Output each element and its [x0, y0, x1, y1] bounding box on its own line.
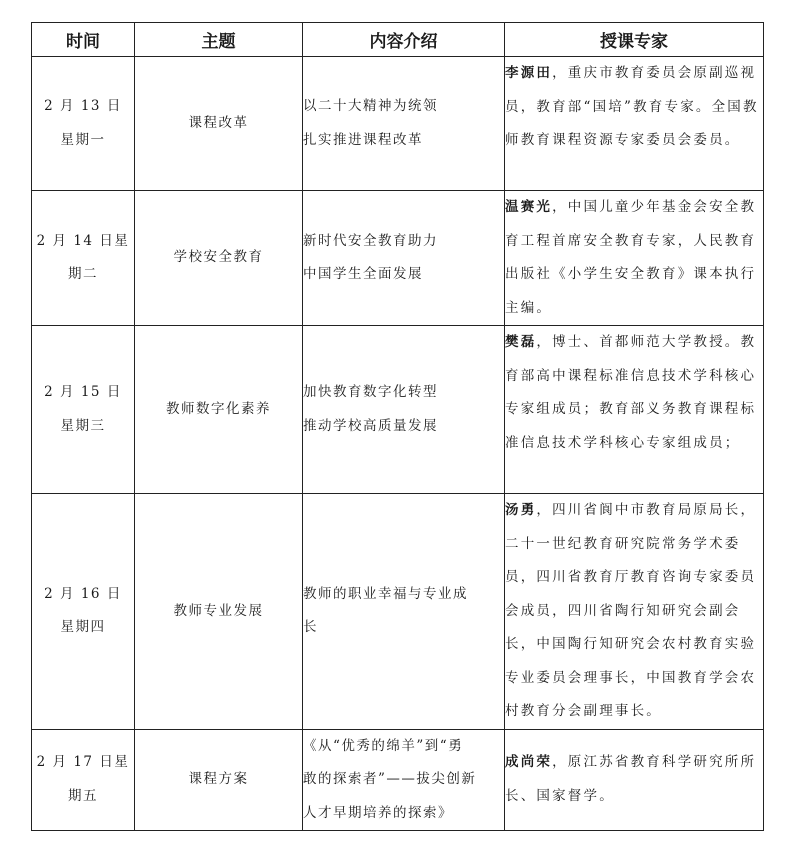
expert-cell — [505, 729, 764, 831]
weekday-text: 期二 — [68, 266, 98, 282]
content-cell — [303, 494, 505, 730]
content-line: 推动学校高质量发展 — [303, 417, 438, 434]
topic-cell: 教师数字化素养 — [135, 326, 303, 494]
content-line: 新时代安全教育助力 — [303, 232, 438, 249]
content-cell — [303, 326, 505, 494]
content-line: 人才早期培养的探索》 — [303, 804, 453, 821]
content-line: 中国学生全面发展 — [303, 266, 423, 282]
table-row — [32, 326, 764, 494]
content-line: 以二十大精神为统领 — [303, 98, 438, 114]
content-cell — [303, 729, 505, 831]
weekday-text: 星期四 — [60, 619, 106, 636]
date-cell — [32, 729, 135, 831]
content-line: 敢的探索者”——拔尖创新 — [303, 771, 477, 787]
topic-cell: 学校安全教育 — [135, 191, 303, 326]
expert-cell — [505, 191, 764, 326]
date-cell — [32, 494, 135, 730]
header-topic: 主题 — [135, 23, 303, 57]
expert-cell — [505, 57, 764, 191]
date-cell — [32, 57, 135, 191]
content-cell — [303, 191, 505, 326]
content-line: 长 — [303, 619, 318, 636]
header-expert: 授课专家 — [505, 23, 764, 57]
expert-description: ，四川省阆中市教育局原局长，二十一世纪教育研究院常务学术委员，四川省教育厅教育咨询专家委员会成员，四川省陶行知研究会副会长，中国陶行知研究会农村教育实验专业委员会理事长，中国教育学会农村教育分会副理事长。 — [505, 502, 757, 719]
header-content: 内容介绍 — [303, 23, 505, 57]
table-row — [32, 494, 764, 730]
expert-description: ，原江苏省教育科学研究所所长、国家督学。 — [505, 754, 757, 804]
expert-cell — [505, 326, 764, 494]
topic-cell: 教师专业发展 — [135, 494, 303, 730]
content-line: 加快教育数字化转型 — [303, 384, 438, 400]
expert-description: ，博士、首都师范大学教授。教育部高中课程标准信息技术学科核心专家组成员；教育部义务教育课程标准信息技术学科核心专家组成员； — [505, 334, 757, 451]
content-line: 教师的职业幸福与专业成 — [303, 585, 468, 602]
table-row — [32, 57, 764, 191]
weekday-text: 星期一 — [60, 131, 106, 148]
topic-cell: 课程方案 — [135, 729, 303, 831]
content-cell — [303, 57, 505, 191]
expert-cell — [505, 494, 764, 730]
header-time: 时间 — [32, 23, 135, 57]
expert-description: ，重庆市教育委员会原副巡视员，教育部“国培”教育专家。全国教师教育课程资源专家委员会委员。 — [505, 65, 759, 148]
table-row — [32, 191, 764, 326]
date-text: 2 月 17 日星 — [36, 754, 130, 771]
content-line: 扎实推进课程改革 — [303, 131, 423, 148]
expert-name: 成尚荣 — [505, 754, 553, 771]
expert-name: 樊磊 — [505, 334, 537, 350]
weekday-text: 期五 — [68, 787, 98, 804]
table-header-row — [32, 23, 764, 57]
expert-name: 温赛光 — [505, 199, 553, 215]
table-row — [32, 729, 764, 831]
expert-description: ，中国儿童少年基金会安全教育工程首席安全教育专家，人民教育出版社《小学生安全教育》课本执行主编。 — [505, 199, 757, 316]
content-line: 《从“优秀的绵羊”到“勇 — [303, 737, 464, 754]
expert-name: 李源田 — [505, 65, 553, 81]
topic-cell: 课程改革 — [135, 57, 303, 191]
date-text: 2 月 16 日 — [44, 585, 122, 602]
expert-name: 汤勇 — [505, 502, 537, 518]
weekday-text: 星期三 — [60, 417, 106, 434]
date-cell — [32, 326, 135, 494]
training-schedule-table — [31, 22, 764, 831]
date-cell — [32, 191, 135, 326]
date-text: 2 月 15 日 — [44, 384, 122, 400]
date-text: 2 月 14 日星 — [36, 232, 130, 249]
date-text: 2 月 13 日 — [44, 98, 122, 114]
